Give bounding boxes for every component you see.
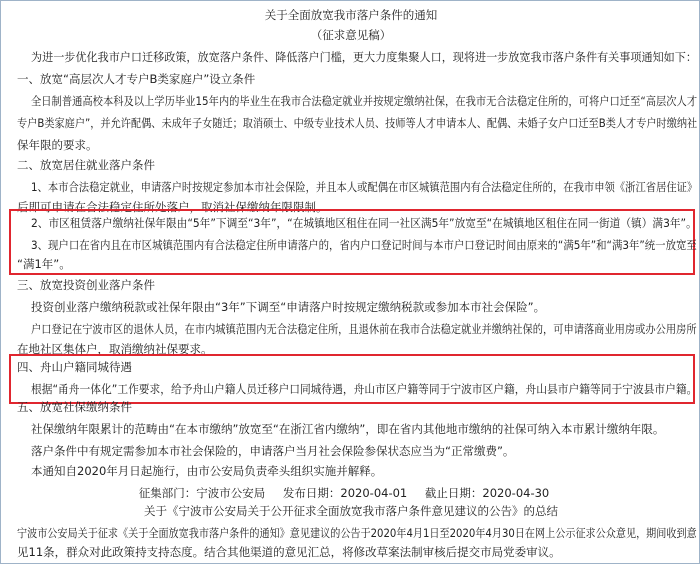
publish-date-label: 发布日期： [282, 486, 341, 500]
section3-heading: 三、放宽投资创业落户条件 [17, 278, 155, 292]
notice-meta-row [1, 485, 700, 501]
section2-item1-line: 后即可申请在合法稳定住所处落户，取消社保缴纳年限限制。 [17, 200, 328, 214]
notice-title: 关于全面放宽我市落户条件的通知 [264, 8, 438, 22]
section3-body-line: 户口登记在宁波市区的退休人员，在市内城镇范围内无合法稳定住所，且退休前在我市合法稳定就业并缴纳社保的，可申请落商业用房或办公用房所 [31, 322, 697, 336]
section3-body-line: 投资创业落户缴纳税款或社保年限由“3年”下调至“申请落户时按规定缴纳税款或参加本市社会保险”。 [31, 300, 546, 314]
section2-heading: 二、放宽居住就业落户条件 [17, 158, 155, 172]
dept-label: 征集部门： [138, 486, 197, 500]
notice-subtitle: （征求意见稿） [310, 28, 392, 42]
section2-item3-line: 3、现户口在省内且在市区城镇范围内有合法稳定住所申请落户的，省内户口登记时间与本市户口登记时间由原来的“满5年”和“满3年”统一放宽至 [31, 238, 697, 252]
intro-paragraph: 为进一步优化我市户口迁移政策，放宽落户条件、降低落户门槛，更大力度集聚人口，现将进一步放宽我市落户条件有关事项通知如下： [31, 50, 697, 64]
section4-body-line: 根据“甬舟一体化”工作要求，给予舟山户籍人员迁移户口同城待遇，舟山市区户籍等同于宁波市区户籍，舟山县市户籍等同于宁波县市户籍。 [31, 382, 698, 396]
section1-body-line: 全日制普通高校本科及以上学历毕业15年内的毕业生在我市合法稳定就业并按规定缴纳社保，在我市无合法稳定住所的，可将户口迁至“高层次人才 [31, 94, 698, 108]
section5-body-line: 社保缴纳年限累计的范畴由“在本市缴纳”放宽至“在浙江省内缴纳”，即在省内其他地市缴纳的社保可纳入本市累计缴纳年限。 [31, 422, 665, 436]
summary-title: 关于《宁波市公安局关于公开征求全面放宽我市落户条件意见建议的公告》的总结 [144, 504, 558, 518]
section5-heading: 五、放宽社保缴纳条件 [17, 400, 132, 414]
section3-body-line: 在地社区集体户，取消缴纳社保要求。 [17, 342, 213, 356]
section1-body-line: 保年限的要求。 [17, 138, 98, 152]
summary-body-line: 见11条，群众对此政策持支持态度。结合其他渠道的意见汇总，将修改草案法制审核后提交市局党委审议。 [17, 545, 561, 559]
section1-body-line: 专户B类家庭户”，并允许配偶、未成年子女随迁；取消硕士、中级专业技术人员、技师等人才申请本人、配偶、未婚子女户口迁至B类人才专户时缴纳社 [17, 116, 698, 130]
section5-body-line: 本通知自2020年月日起施行，由市公安局负责牵头组织实施并解释。 [31, 464, 383, 478]
publish-date-value: 2020-04-01 [340, 486, 408, 500]
section2-item1-line: 1、本市合法稳定就业，申请落户时按规定参加本市社会保险，并且本人或配偶在市区城镇范围内有合法稳定住所的，在我市申领《浙江省居住证》 [31, 180, 698, 194]
deadline-date-label: 截止日期： [424, 486, 483, 500]
section4-heading: 四、舟山户籍同城待遇 [17, 360, 132, 374]
section1-heading: 一、放宽“高层次人才专户B类家庭户”设立条件 [17, 72, 256, 86]
deadline-date-value: 2020-04-30 [482, 486, 550, 500]
section2-item2-line: 2、市区租赁落户缴纳社保年限由“5年”下调至“3年”，“在城镇地区租住在同一社区满5年”放宽至“在城镇地区租住在同一街道（镇）满3年”。 [31, 216, 697, 230]
summary-body-line: 宁波市公安局关于征求《关于全面放宽我市落户条件的通知》意见建议的公告于2020年4月1日至2020年4月30日在网上公示征求公众意见，期间收到意 [17, 526, 697, 540]
section5-body-line: 落户条件中有规定需参加本市社会保险的，申请落户当月社会保险参保状态应当为“正常缴费”。 [31, 444, 515, 458]
dept-value: 宁波市公安局 [196, 486, 266, 500]
section2-item3-line: “满1年”。 [17, 257, 71, 271]
